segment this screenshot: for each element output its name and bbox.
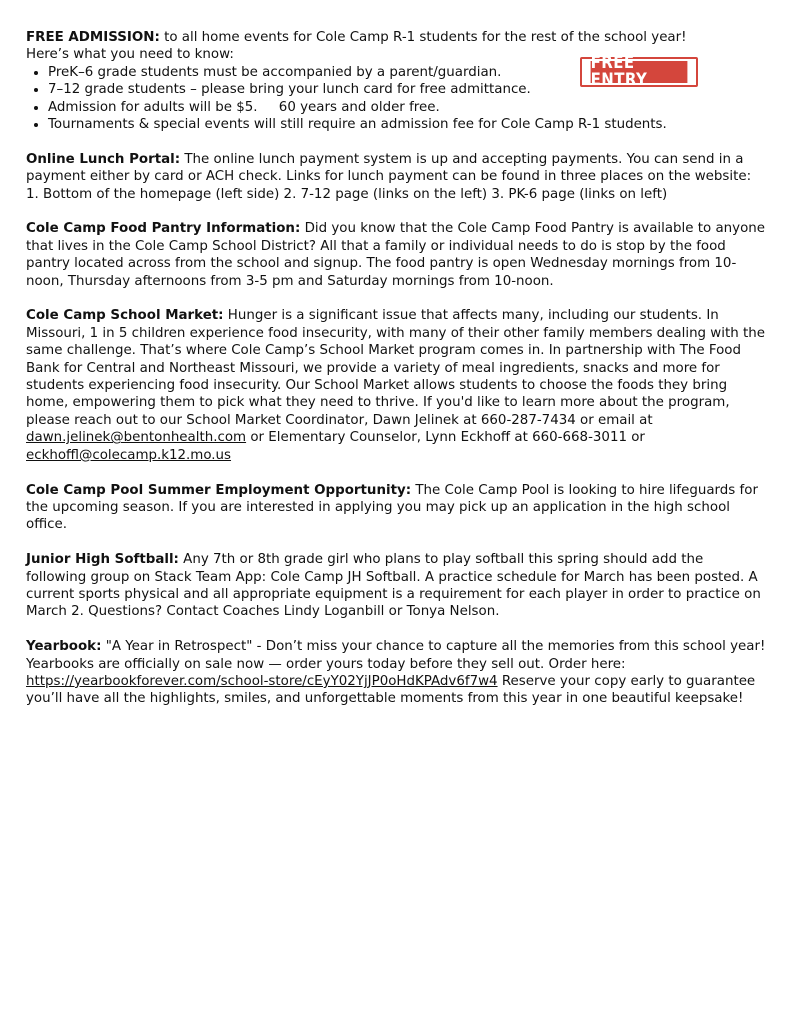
softball-section: [26, 551, 766, 621]
newsletter-page: [26, 29, 766, 725]
school-market-body: Hunger is a significant issue that affects many, including our students. In Missouri, 1 in 5 children experience food insecurity, with many of their other family members dealing with the same challenge. That’s where Cole Camp’s School Market program comes in. In partnership with The Food Bank for Central and Northeast Missouri, we provide a variety of meal ingredients, snacks and more for students experiencing food insecurity. Our School Market allows students to choose the foods they bring home, empowering them to pick what they need to thrive. If you'd like to learn more about the program, please reach out to our School Market Coordinator, Dawn Jelinek at 660-287-7434 or email at: [26, 308, 765, 428]
food-pantry-section: [26, 220, 766, 290]
pool-employment-section: [26, 482, 766, 534]
free-admission-lead: Here’s what you need to know:: [26, 47, 234, 63]
softball-body: Any 7th or 8th grade girl who plans to play softball this spring should add the following group on Stack Team App: Cole Camp JH Softball. A practice schedule for March has been posted. A current sports physical and all appropriate equipment is a requirement for each player in order to practice on March 2. Questions? Contact Coaches Lindy Loganbill or Tonya Nelson.: [26, 552, 761, 620]
dawn-email-link[interactable]: dawn.jelinek@bentonhealth.com: [26, 430, 247, 446]
lunch-portal-heading: Online Lunch Portal:: [26, 151, 181, 167]
pool-employment-body: The Cole Camp Pool is looking to hire lifeguards for the upcoming season. If you are interested in applying you may pick up an application in the high school office.: [26, 482, 758, 533]
free-entry-badge-text: FREE ENTRY: [591, 61, 688, 83]
food-pantry-body: Did you know that the Cole Camp Food Pantry is available to anyone that lives in the Cole Camp School District? All that a family or individual needs to do is stop by the food pantry located across from the school and signup. The food pantry is open Wednesday mornings from 10-noon, Thursday afternoons from 3-5 pm and Saturday mornings from 10-noon.: [26, 221, 766, 289]
list-item: • 7–12 grade students – please bring your lunch card for free admittance.: [48, 81, 766, 98]
free-admission-section: [26, 29, 766, 133]
school-market-heading: Cole Camp School Market:: [26, 308, 224, 324]
free-admission-line: [26, 29, 766, 46]
pool-employment-heading: Cole Camp Pool Summer Employment Opportunity:: [26, 482, 412, 498]
school-market-section: [26, 307, 766, 464]
yearbook-body: "A Year in Retrospect" - Don’t miss your chance to capture all the memories from this school year! Yearbooks are officially on sale now — order yours today before they sell out. Order here:: [26, 639, 766, 672]
food-pantry-heading: Cole Camp Food Pantry Information:: [26, 221, 301, 237]
lunch-portal-body: The online lunch payment system is up and accepting payments. You can send in a payment either by card or ACH check. Links for lunch payment can be found in three places on the website: 1. Bottom of the homepage (left side) 2. 7-12 page (links on the left) 3. PK-6 page (links on left): [26, 151, 752, 202]
yearbook-after: Reserve your copy early to guarantee you’ll have all the highlights, smiles, and unforgettable moments from this year in one beautiful keepsake!: [26, 673, 756, 707]
list-item: • PreK–6 grade students must be accompanied by a parent/guardian.: [48, 64, 766, 81]
lynn-email-link[interactable]: eckhoffl@colecamp.k12.mo.us: [26, 447, 232, 463]
softball-heading: Junior High Softball:: [26, 552, 179, 568]
yearbook-order-link[interactable]: https://yearbookforever.com/school-store/cEyY02YjJP0oHdKPAdv6f7w4: [26, 673, 498, 689]
school-market-middle: or Elementary Counselor, Lynn Eckhoff at 660-668-3011 or: [246, 430, 645, 446]
free-admission-heading: FREE ADMISSION:: [26, 30, 160, 45]
lunch-portal-section: [26, 151, 766, 203]
list-item: • Tournaments & special events will still require an admission fee for Cole Camp R-1 students.: [48, 116, 766, 133]
list-item: • Admission for adults will be $5. 60 years and older free.: [48, 99, 766, 116]
free-admission-intro: to all home events for Cole Camp R-1 students for the rest of the school year!: [159, 30, 687, 45]
free-admission-list: [26, 64, 766, 134]
yearbook-section: [26, 638, 766, 708]
yearbook-heading: Yearbook:: [26, 639, 102, 655]
